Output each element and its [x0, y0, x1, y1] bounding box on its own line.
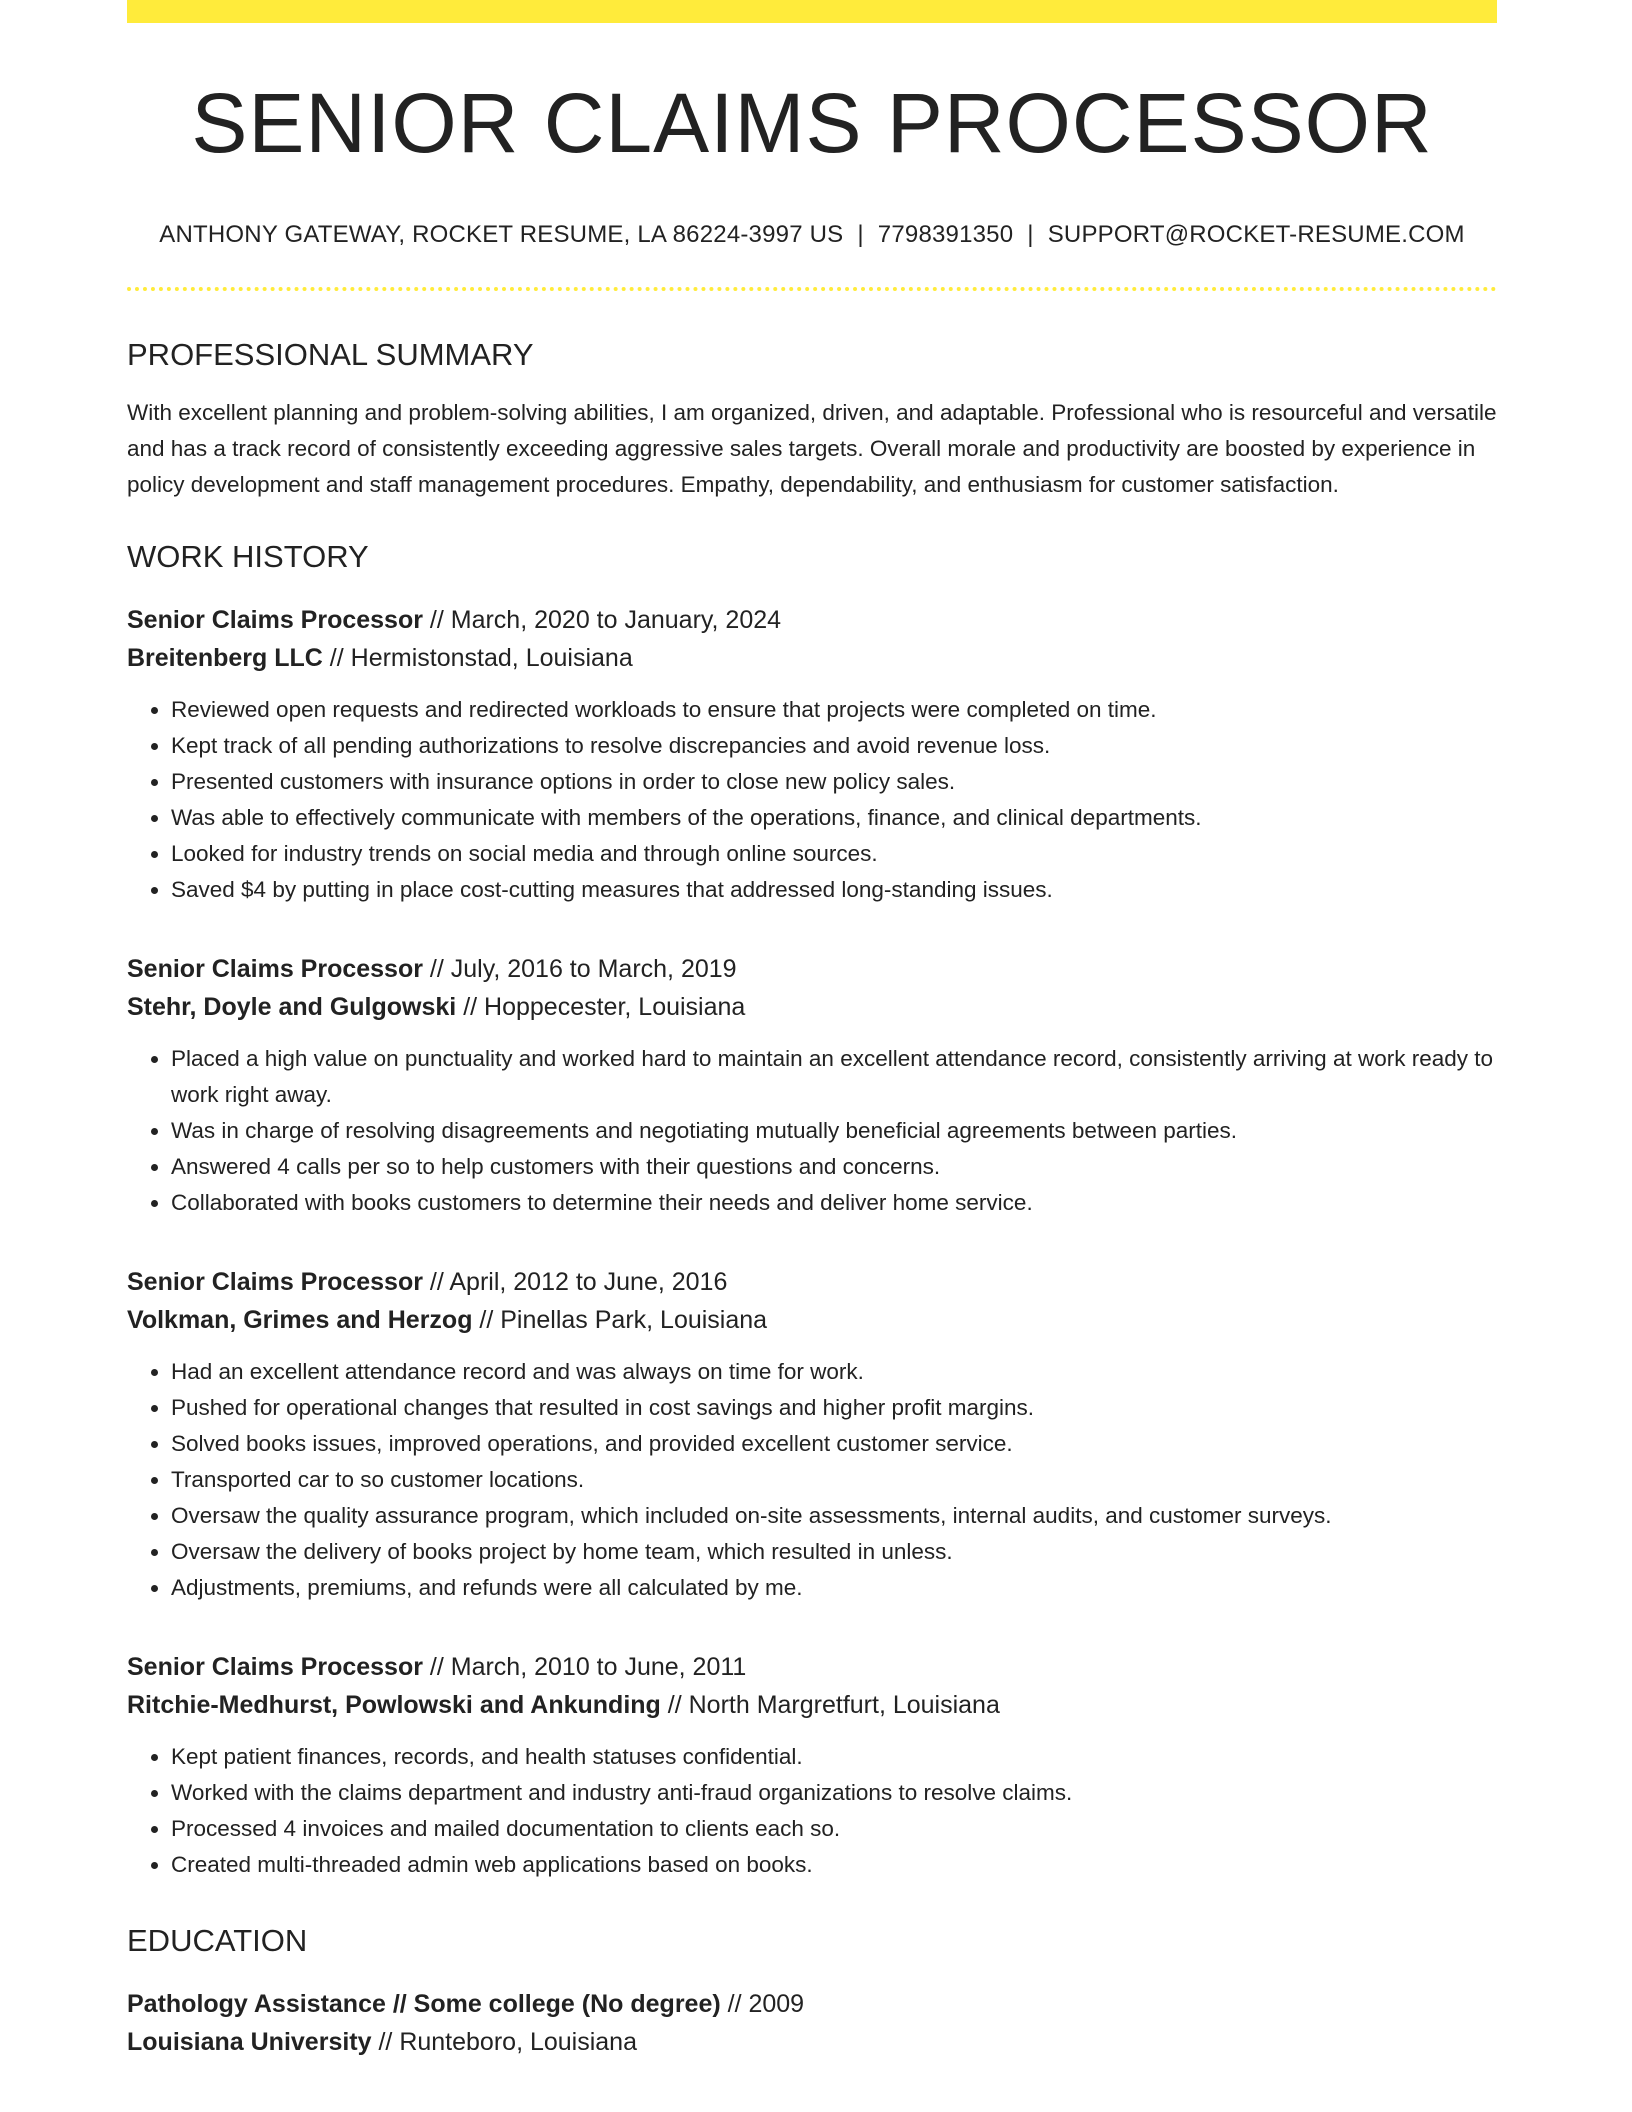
job-bullets — [127, 692, 1497, 908]
job-bullet: • Placed a high value on punctuality and worked hard to maintain an excellent attendance record, consistently arriving at work ready to work right away. — [171, 1041, 1497, 1113]
education-location: // Runteboro, Louisiana — [371, 2028, 637, 2056]
page-title: SENIOR CLAIMS PROCESSOR — [191, 76, 1433, 170]
job-bullet: • Transported car to so customer locations. — [171, 1462, 1497, 1498]
job-company-line — [127, 988, 1497, 1026]
job-title: Senior Claims Processor — [127, 1268, 423, 1296]
job-entry — [127, 1263, 1497, 1606]
contact-separator: | — [1027, 221, 1034, 248]
education-year: // 2009 — [720, 1990, 805, 2018]
summary-heading: PROFESSIONAL SUMMARY — [127, 337, 534, 372]
job-bullet: • Oversaw the delivery of books project by home team, which resulted in unless. — [171, 1534, 1497, 1570]
job-bullet: • Adjustments, premiums, and refunds were all calculated by me. — [171, 1570, 1497, 1606]
education-heading: EDUCATION — [127, 1923, 308, 1958]
job-title: Senior Claims Processor — [127, 606, 423, 634]
job-company: Breitenberg LLC — [127, 644, 323, 672]
job-bullet: • Processed 4 invoices and mailed documentation to clients each so. — [171, 1811, 1497, 1847]
job-title-line — [127, 601, 1497, 639]
job-bullets — [127, 1041, 1497, 1221]
work-history-heading: WORK HISTORY — [127, 539, 369, 574]
job-bullet: • Saved $4 by putting in place cost-cutting measures that addressed long-standing issues. — [171, 872, 1497, 908]
contact-separator: | — [857, 221, 864, 248]
job-bullet: • Was able to effectively communicate with members of the operations, finance, and clinical departments. — [171, 800, 1497, 836]
job-bullet: • Had an excellent attendance record and was always on time for work. — [171, 1354, 1497, 1390]
job-bullets — [127, 1354, 1497, 1606]
job-title-line — [127, 1648, 1497, 1686]
job-company-line — [127, 1301, 1497, 1339]
job-company-line — [127, 639, 1497, 677]
job-entry — [127, 950, 1497, 1221]
job-bullet: • Kept track of all pending authorizations to resolve discrepancies and avoid revenue loss. — [171, 728, 1497, 764]
job-bullet: • Kept patient finances, records, and health statuses confidential. — [171, 1739, 1497, 1775]
job-dates: // July, 2016 to March, 2019 — [422, 955, 737, 983]
summary-text: With excellent planning and problem-solving abilities, I am organized, driven, and adaptable. Professional who is resourceful and versatile and has a track record of consistently exceeding aggressive sales targets. Overall morale and productivity are boosted by experience in policy development and staff management procedures. Empathy, dependability, and enthusiasm for customer satisfaction. — [127, 400, 1497, 497]
education-degree: Pathology Assistance // Some college (No degree) — [127, 1990, 721, 2018]
job-bullet: • Oversaw the quality assurance program, which included on-site assessments, internal audits, and customer surveys. — [171, 1498, 1497, 1534]
resume-page — [127, 0, 1497, 2061]
job-title: Senior Claims Processor — [127, 1653, 423, 1681]
job-bullet: • Looked for industry trends on social media and through online sources. — [171, 836, 1497, 872]
accent-top-bar — [127, 0, 1497, 23]
job-bullet: • Presented customers with insurance options in order to close new policy sales. — [171, 764, 1497, 800]
job-bullets — [127, 1739, 1497, 1883]
job-bullet: • Worked with the claims department and industry anti-fraud organizations to resolve claims. — [171, 1775, 1497, 1811]
job-company-line — [127, 1686, 1497, 1724]
job-title: Senior Claims Processor — [127, 955, 423, 983]
contact-line — [127, 223, 1497, 247]
dotted-divider — [127, 287, 1497, 291]
job-bullet: • Collaborated with books customers to determine their needs and deliver home service. — [171, 1185, 1497, 1221]
job-bullet: • Solved books issues, improved operations, and provided excellent customer service. — [171, 1426, 1497, 1462]
job-entry — [127, 601, 1497, 908]
job-bullet: • Was in charge of resolving disagreements and negotiating mutually beneficial agreements between parties. — [171, 1113, 1497, 1149]
job-title-line — [127, 950, 1497, 988]
education-entry — [127, 1985, 1497, 2061]
education-school: Louisiana University — [127, 2028, 372, 2056]
job-bullet: • Answered 4 calls per so to help customers with their questions and concerns. — [171, 1149, 1497, 1185]
job-company: Volkman, Grimes and Herzog — [127, 1306, 473, 1334]
job-entry — [127, 1648, 1497, 1883]
job-location: // Pinellas Park, Louisiana — [472, 1306, 768, 1334]
job-location: // Hermistonstad, Louisiana — [322, 644, 633, 672]
job-dates: // March, 2010 to June, 2011 — [422, 1653, 747, 1681]
job-bullet: • Created multi-threaded admin web applications based on books. — [171, 1847, 1497, 1883]
job-dates: // April, 2012 to June, 2016 — [422, 1268, 728, 1296]
job-bullet: • Reviewed open requests and redirected workloads to ensure that projects were completed on time. — [171, 692, 1497, 728]
job-location: // North Margretfurt, Louisiana — [660, 1691, 1000, 1719]
job-company: Ritchie-Medhurst, Powlowski and Ankunding — [127, 1691, 661, 1719]
contact-address: ANTHONY GATEWAY, ROCKET RESUME, LA 86224-3997 US — [159, 221, 844, 248]
job-location: // Hoppecester, Louisiana — [456, 993, 746, 1021]
job-company: Stehr, Doyle and Gulgowski — [127, 993, 457, 1021]
education-degree-line — [127, 1985, 1497, 2023]
job-title-line — [127, 1263, 1497, 1301]
contact-email: SUPPORT@ROCKET-RESUME.COM — [1047, 221, 1465, 248]
education-school-line — [127, 2023, 1497, 2061]
job-bullet: • Pushed for operational changes that resulted in cost savings and higher profit margins. — [171, 1390, 1497, 1426]
job-dates: // March, 2020 to January, 2024 — [422, 606, 782, 634]
contact-phone: 7798391350 — [877, 221, 1014, 248]
